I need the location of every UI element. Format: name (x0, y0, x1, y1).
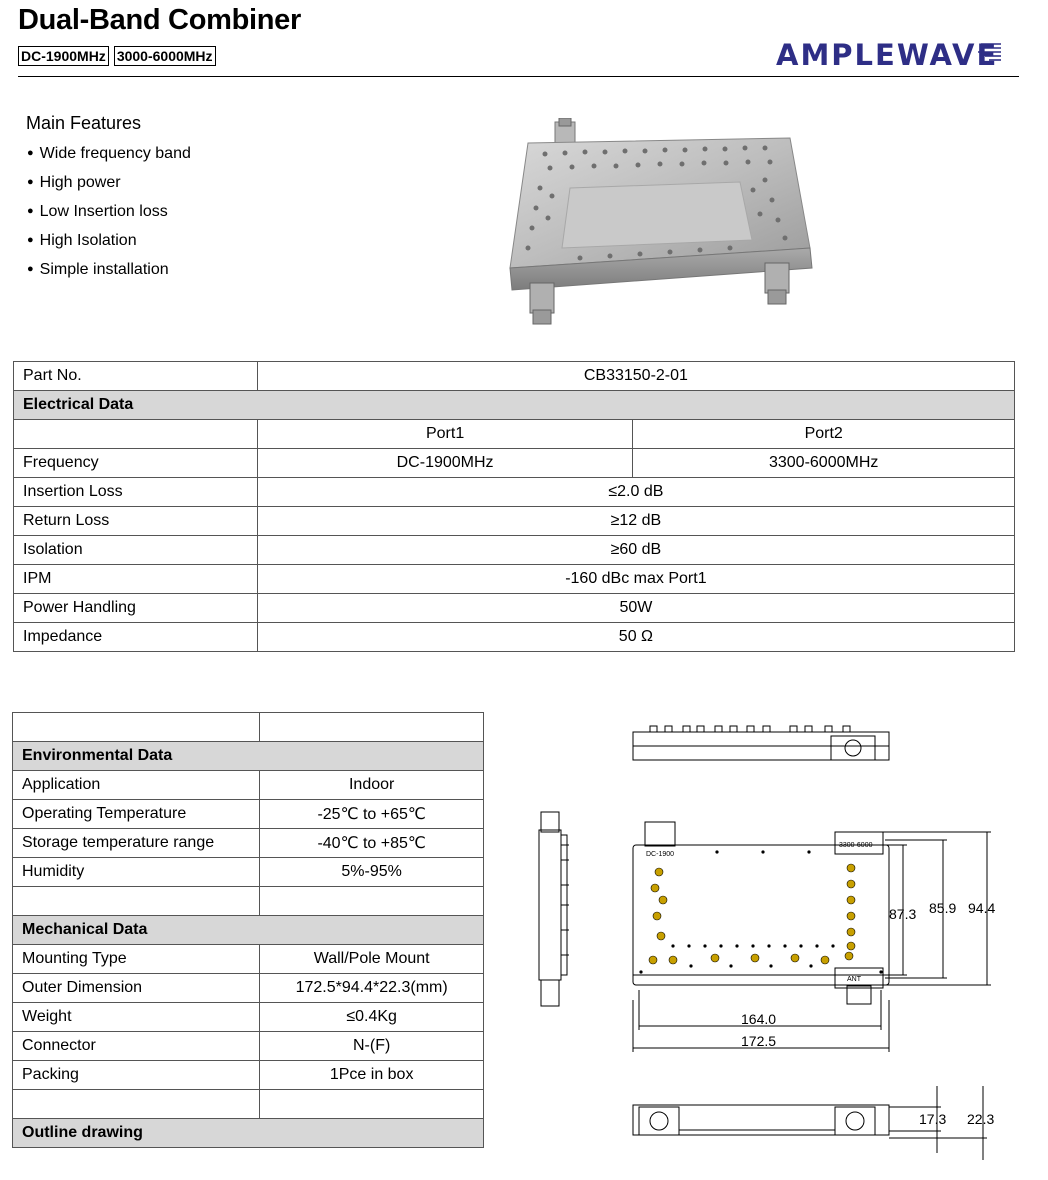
product-photo (500, 118, 840, 328)
row-label: Weight (13, 1003, 260, 1032)
row-value: -160 dBc max Port1 (257, 565, 1014, 594)
dim-height-outer: 94.4 (968, 900, 996, 916)
row-label: Connector (13, 1032, 260, 1061)
empty-cell (13, 713, 260, 742)
port1-label: DC-1900 (646, 851, 675, 858)
brand-logo: AMPLEWAVE (776, 38, 999, 72)
feature-item: ● High Isolation (26, 226, 191, 255)
empty-cell (260, 1090, 484, 1119)
row-value: 50W (257, 594, 1014, 623)
table-row (14, 594, 1015, 623)
bullet-icon: ● (27, 205, 34, 217)
part-no-value: CB33150-2-01 (257, 362, 1014, 391)
features-title: Main Features (26, 113, 142, 133)
band-chips (18, 46, 216, 66)
section-header-environmental: Environmental Data (13, 742, 484, 771)
table-row (14, 478, 1015, 507)
row-label: Impedance (14, 623, 258, 652)
table-row (13, 887, 484, 916)
row-label: Power Handling (14, 594, 258, 623)
empty-cell (14, 420, 258, 449)
dim-width-inner: 164.0 (741, 1011, 777, 1027)
row-value: 5%-95% (260, 858, 484, 887)
table-row (14, 362, 1015, 391)
frequency-label: Frequency (14, 449, 258, 478)
dim-height-mid: 85.9 (929, 900, 957, 916)
empty-cell (13, 887, 260, 916)
table-row (14, 623, 1015, 652)
top-profile-posts (650, 726, 850, 732)
row-label: Application (13, 771, 260, 800)
table-row (14, 507, 1015, 536)
dim-thick-body: 17.3 (919, 1111, 947, 1127)
row-label: IPM (14, 565, 258, 594)
table-row (14, 449, 1015, 478)
section-header-electrical: Electrical Data (14, 391, 1015, 420)
port1-header: Port1 (257, 420, 633, 449)
bullet-icon: ● (27, 147, 34, 159)
port2-label: 3300-6000 (839, 842, 873, 849)
section-header-outline: Outline drawing (13, 1119, 484, 1148)
port2-header: Port2 (633, 420, 1015, 449)
row-label: Outer Dimension (13, 974, 260, 1003)
dim-height-inner: 87.3 (889, 906, 917, 922)
electrical-spec-table (13, 361, 1015, 652)
table-row (13, 829, 484, 858)
environmental-mechanical-table (12, 712, 484, 1148)
ant-label: ANT (847, 976, 861, 983)
row-value: 1Pce in box (260, 1061, 484, 1090)
row-value: Wall/Pole Mount (260, 945, 484, 974)
row-value: Indoor (260, 771, 484, 800)
table-row (13, 945, 484, 974)
dim-width-outer: 172.5 (741, 1033, 777, 1049)
table-row (13, 771, 484, 800)
feature-item: ● Wide frequency band (26, 139, 191, 168)
frequency-port2: 3300-6000MHz (633, 449, 1015, 478)
side-profile (539, 830, 561, 980)
row-label: Insertion Loss (14, 478, 258, 507)
row-value: ≥12 dB (257, 507, 1014, 536)
table-row (13, 1090, 484, 1119)
row-value: -25℃ to +65℃ (260, 800, 484, 829)
table-row (13, 1032, 484, 1061)
row-label: Mounting Type (13, 945, 260, 974)
table-row (13, 858, 484, 887)
row-value: ≥60 dB (257, 536, 1014, 565)
row-value: 172.5*94.4*22.3(mm) (260, 974, 484, 1003)
row-value: -40℃ to +85℃ (260, 829, 484, 858)
table-row (13, 1061, 484, 1090)
section-header-mechanical: Mechanical Data (13, 916, 484, 945)
row-label: Packing (13, 1061, 260, 1090)
row-label: Storage temperature range (13, 829, 260, 858)
table-row (13, 974, 484, 1003)
header-divider (18, 76, 1019, 77)
bullet-icon: ● (27, 234, 34, 246)
row-label: Isolation (14, 536, 258, 565)
band-chip-high: 3000-6000MHz (114, 46, 216, 66)
empty-cell (260, 713, 484, 742)
features-section (26, 113, 191, 284)
table-row (13, 713, 484, 742)
row-value: ≤0.4Kg (260, 1003, 484, 1032)
table-row (13, 1003, 484, 1032)
table-row (14, 420, 1015, 449)
part-no-label: Part No. (14, 362, 258, 391)
row-label: Return Loss (14, 507, 258, 536)
empty-cell (260, 887, 484, 916)
row-label: Humidity (13, 858, 260, 887)
bullet-icon: ● (27, 263, 34, 275)
outline-drawing (505, 710, 1025, 1170)
row-label: Operating Temperature (13, 800, 260, 829)
table-row (14, 536, 1015, 565)
table-row (14, 565, 1015, 594)
dim-thick-total: 22.3 (967, 1111, 995, 1127)
row-value: 50 Ω (257, 623, 1014, 652)
band-chip-low: DC-1900MHz (18, 46, 109, 66)
row-value: ≤2.0 dB (257, 478, 1014, 507)
row-value: N-(F) (260, 1032, 484, 1061)
frequency-port1: DC-1900MHz (257, 449, 633, 478)
empty-cell (13, 1090, 260, 1119)
page-title: Dual-Band Combiner (18, 4, 302, 36)
resonator-dots (649, 864, 855, 964)
bullet-icon: ● (27, 176, 34, 188)
table-row (13, 800, 484, 829)
logo-stripes-icon (975, 42, 1003, 62)
feature-item: ● Simple installation (26, 255, 191, 284)
feature-item: ● High power (26, 168, 191, 197)
feature-item: ● Low Insertion loss (26, 197, 191, 226)
